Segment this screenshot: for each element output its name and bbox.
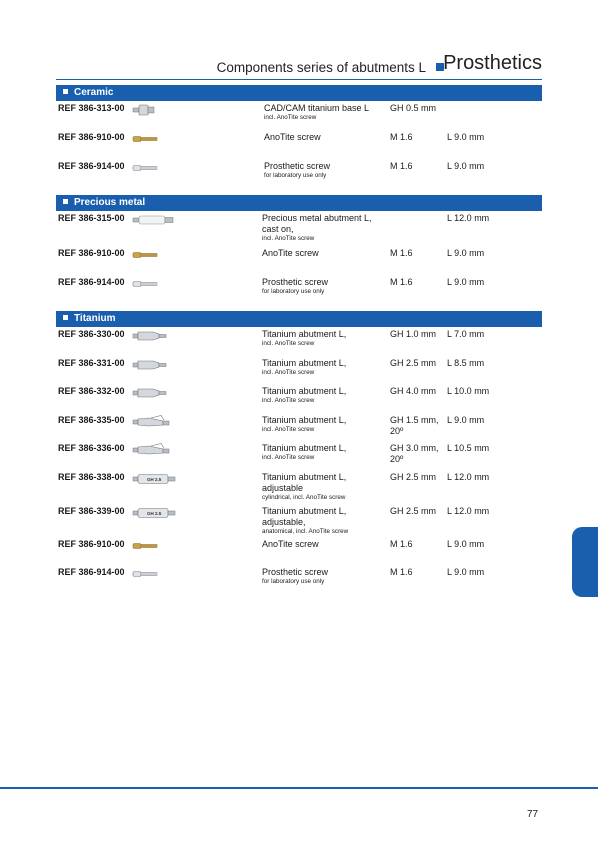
adjustable-abutment-icon — [131, 472, 193, 486]
bullet-square-icon — [63, 199, 68, 204]
reference-number: REF 386-335-00 — [58, 415, 125, 425]
product-description — [262, 213, 392, 243]
spec-value: GH 1.5 mm, 20º — [390, 415, 439, 436]
reference-number: REF 386-910-00 — [58, 539, 125, 549]
prosthetic-screw-icon — [131, 567, 193, 581]
product-note: anatomical, incl. AnoTite screw — [262, 528, 349, 535]
product-description — [262, 567, 392, 586]
precious-metal-abutment-icon — [131, 213, 193, 227]
anotite-screw-icon — [131, 248, 193, 262]
titanium-abutment-icon — [131, 358, 193, 372]
product-name: Titanium abutment L, adjustable, — [262, 506, 347, 527]
product-name: Precious metal abutment L, cast on, — [262, 213, 372, 234]
product-note: incl. AnoTite screw — [262, 369, 315, 376]
length-value: L 10.5 mm — [447, 443, 490, 453]
length-value: L 9.0 mm — [447, 277, 485, 287]
length-value: L 12.0 mm — [447, 472, 490, 482]
product-description — [262, 539, 392, 550]
reference-number: REF 386-914-00 — [58, 161, 125, 171]
reference-number: REF 386-315-00 — [58, 213, 125, 223]
product-note: for laboratory use only — [264, 172, 327, 179]
bullet-square-icon — [63, 89, 68, 94]
product-description — [262, 472, 392, 502]
product-name: Prosthetic screw — [262, 567, 329, 577]
bullet-square-icon — [63, 315, 68, 320]
product-name: Prosthetic screw — [262, 277, 329, 287]
footer-rule — [0, 787, 598, 789]
reference-number: REF 386-910-00 — [58, 248, 125, 258]
reference-number: REF 386-339-00 — [58, 506, 125, 516]
adjustable-abutment-icon — [131, 506, 193, 520]
length-value: L 12.0 mm — [447, 506, 490, 516]
section-title: Titanium — [74, 313, 116, 324]
titanium-abutment-icon — [131, 386, 193, 400]
product-description — [262, 329, 392, 348]
header-rule — [56, 79, 542, 80]
product-name: Titanium abutment L, — [262, 358, 347, 368]
product-note: incl. AnoTite screw — [262, 340, 315, 347]
product-description — [262, 443, 392, 462]
spec-value: GH 2.5 mm — [390, 506, 437, 516]
product-name: Titanium abutment L, adjustable — [262, 472, 347, 493]
chapter-tab[interactable] — [572, 527, 598, 597]
anotite-screw-icon — [131, 539, 193, 553]
product-name: AnoTite screw — [262, 248, 319, 258]
spec-value: M 1.6 — [390, 277, 413, 287]
product-name: AnoTite screw — [264, 132, 321, 142]
product-description — [264, 103, 394, 122]
svg-text:GH 2.5: GH 2.5 — [147, 476, 162, 482]
section-header — [56, 85, 542, 101]
reference-number: REF 386-914-00 — [58, 567, 125, 577]
product-name: Titanium abutment L, — [262, 415, 347, 425]
product-name: Titanium abutment L, — [262, 386, 347, 396]
page-number: 77 — [527, 809, 539, 820]
page-header — [56, 52, 542, 80]
reference-number: REF 386-910-00 — [58, 132, 125, 142]
product-description — [264, 161, 394, 180]
reference-number: REF 386-332-00 — [58, 386, 125, 396]
length-value: L 10.0 mm — [447, 386, 490, 396]
spec-value: M 1.6 — [390, 248, 413, 258]
section-header — [56, 195, 542, 211]
section-header — [56, 311, 542, 327]
spec-value: GH 2.5 mm — [390, 358, 437, 368]
length-value: L 9.0 mm — [447, 132, 485, 142]
length-value: L 9.0 mm — [447, 415, 485, 425]
spec-value: M 1.6 — [390, 539, 413, 549]
product-note: incl. AnoTite screw — [262, 397, 315, 404]
product-description — [262, 248, 392, 259]
product-note: incl. AnoTite screw — [262, 426, 315, 433]
product-name: Prosthetic screw — [264, 161, 331, 171]
product-name: Titanium abutment L, — [262, 443, 347, 453]
svg-text:GH 2.5: GH 2.5 — [147, 510, 162, 516]
product-description — [264, 132, 394, 143]
product-note: cylindrical, incl. AnoTite screw — [262, 494, 346, 501]
length-value: L 8.5 mm — [447, 358, 485, 368]
spec-value: GH 3.0 mm, 20º — [390, 443, 439, 464]
product-name: Titanium abutment L, — [262, 329, 347, 339]
product-description — [262, 277, 392, 296]
product-name: CAD/CAM titanium base L — [264, 103, 370, 113]
length-value: L 9.0 mm — [447, 248, 485, 258]
spec-value: GH 0.5 mm — [390, 103, 437, 113]
product-name: AnoTite screw — [262, 539, 319, 549]
section-title: Precious metal — [74, 197, 146, 208]
reference-number: REF 386-336-00 — [58, 443, 125, 453]
reference-number: REF 386-330-00 — [58, 329, 125, 339]
length-value: L 9.0 mm — [447, 539, 485, 549]
spec-value: GH 4.0 mm — [390, 386, 437, 396]
product-note: for laboratory use only — [262, 578, 325, 585]
reference-number: REF 386-313-00 — [58, 103, 125, 113]
angled-abutment-icon — [131, 415, 193, 429]
product-note: incl. AnoTite screw — [262, 235, 315, 242]
spec-value: M 1.6 — [390, 161, 413, 171]
ceramic-base-icon — [131, 103, 193, 117]
spec-value: M 1.6 — [390, 567, 413, 577]
product-note: incl. AnoTite screw — [264, 114, 317, 121]
prosthetic-screw-icon — [131, 161, 193, 175]
product-note: incl. AnoTite screw — [262, 454, 315, 461]
section-title: Ceramic — [74, 87, 114, 98]
length-value: L 7.0 mm — [447, 329, 485, 339]
product-note: for laboratory use only — [262, 288, 325, 295]
spec-value: GH 1.0 mm — [390, 329, 437, 339]
reference-number: REF 386-331-00 — [58, 358, 125, 368]
titanium-abutment-icon — [131, 329, 193, 343]
product-description — [262, 358, 392, 377]
spec-value: M 1.6 — [390, 132, 413, 142]
prosthetic-screw-icon — [131, 277, 193, 291]
spec-value: GH 2.5 mm — [390, 472, 437, 482]
page-subtitle: Components series of abutments L — [216, 60, 426, 75]
product-description — [262, 506, 392, 536]
reference-number: REF 386-914-00 — [58, 277, 125, 287]
anotite-screw-icon — [131, 132, 193, 146]
length-value: L 9.0 mm — [447, 161, 485, 171]
product-description — [262, 386, 392, 405]
angled-abutment-icon — [131, 443, 193, 457]
product-description — [262, 415, 392, 434]
page-title: Prosthetics — [443, 52, 542, 74]
reference-number: REF 386-338-00 — [58, 472, 125, 482]
length-value: L 9.0 mm — [447, 567, 485, 577]
length-value: L 12.0 mm — [447, 213, 490, 223]
